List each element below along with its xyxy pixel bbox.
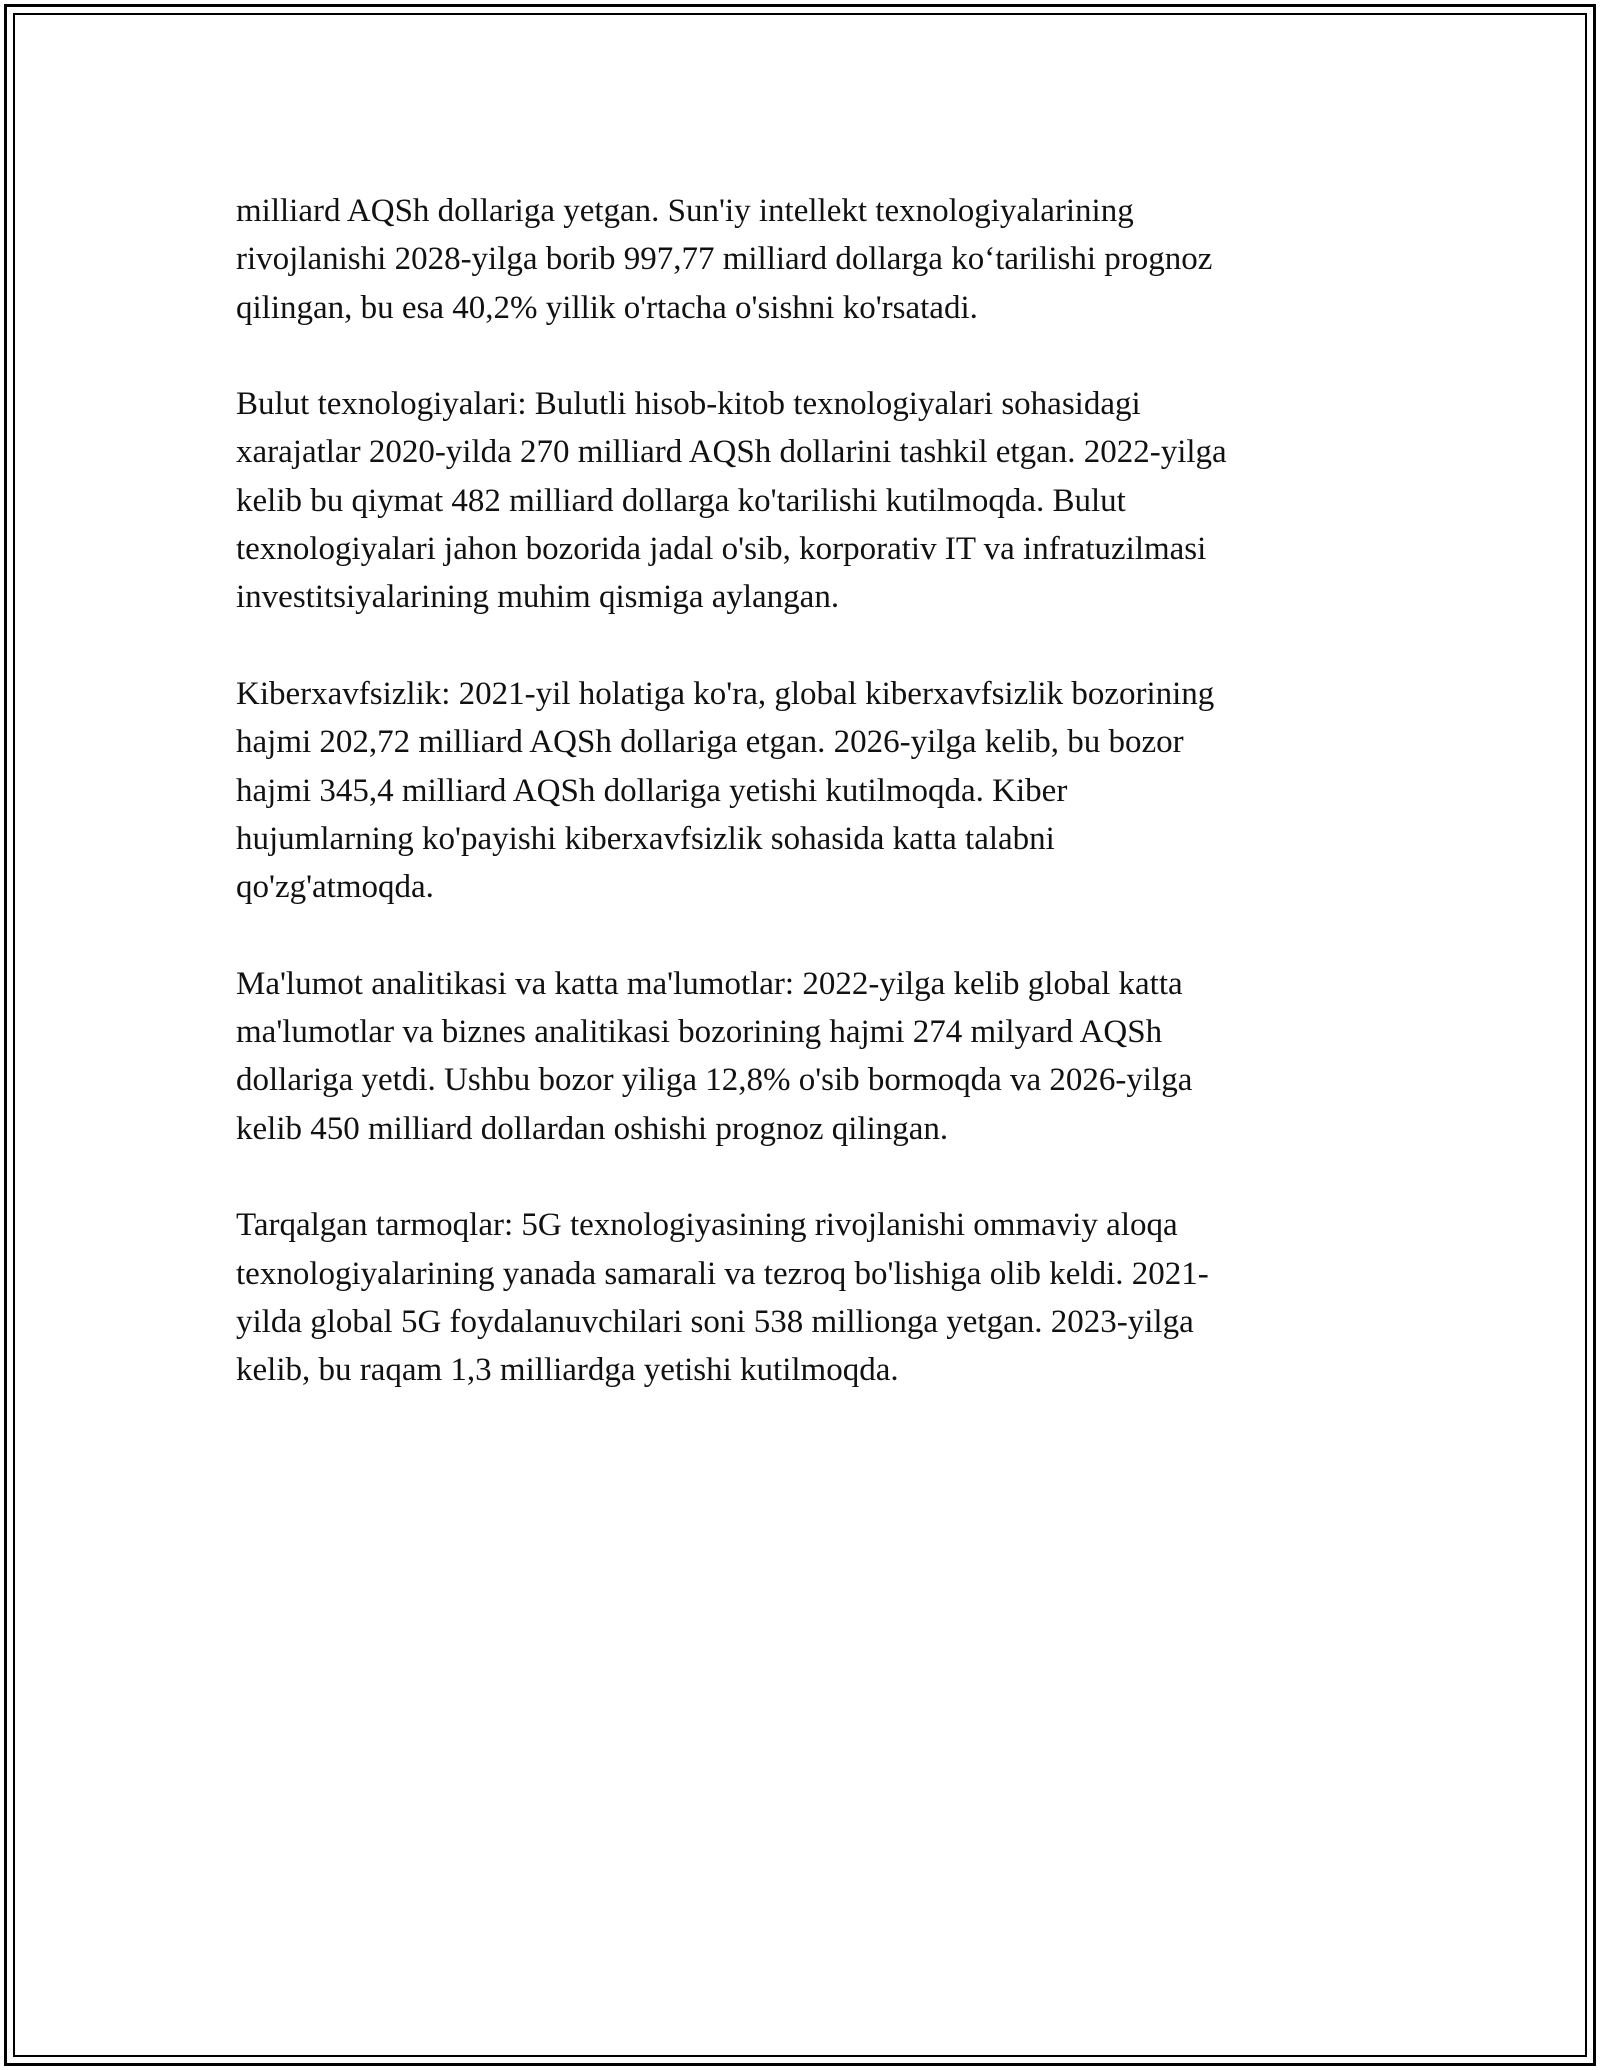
- document-body: [236, 187, 1346, 1443]
- paragraph-distributed-networks: Tarqalgan tarmoqlar: 5G texnologiyasining rivojlanishi ommaviy aloqa texnologiyalarining yanada samarali va tezroq bo'lishiga olib keldi. 2021- yilda global 5G foydalanuvchilari soni 538 millionga yetgan. 2023-yilga kelib, bu raqam 1,3 milliardga yetishi kutilmoqda.: [236, 1207, 1209, 1389]
- paragraph-cybersecurity: Kiberxavfsizlik: 2021-yil holatiga ko'ra, global kiberxavfsizlik bozorining hajmi 202,72 milliard AQSh dollariga etgan. 2026-yilga kelib, bu bozor hajmi 345,4 milliard AQSh dollariga yetishi kutilmoqda. Kiber hujumlarning ko'payishi kiberxavfsizlik sohasida katta talabni qo'zg'atmoqda.: [236, 675, 1215, 906]
- paragraph-ai-market: milliard AQSh dollariga yetgan. Sun'iy intellekt texnologiyalarining rivojlanishi 2028-yilga borib 997,77 milliard dollarga ko‘tarilishi prognoz qilingan, bu esa 40,2% yillik o'rtacha o'sishni ko'rsatadi.: [236, 193, 1213, 326]
- paragraph-data-analytics: Ma'lumot analitikasi va katta ma'lumotlar: 2022-yilga kelib global katta ma'lumotlar va biznes analitikasi bozorining hajmi 274 milyard AQSh dollariga yetdi. Ushbu bozor yiliga 12,8% o'sib bormoqda va 2026-yilga kelib 450 milliard dollardan oshishi prognoz qilingan.: [236, 965, 1193, 1147]
- paragraph-cloud-technologies: Bulut texnologiyalari: Bulutli hisob-kitob texnologiyalari sohasidagi xarajatlar 2020-yilda 270 milliard AQSh dollarini tashkil etgan. 2022-yilga kelib bu qiymat 482 milliard dollarga ko'tarilishi kutilmoqda. Bulut texnologiyalari jahon bozorida jadal o'sib, korporativ IT va infratuzilmasi investitsiyalarining muhim qismiga aylangan.: [236, 386, 1227, 616]
